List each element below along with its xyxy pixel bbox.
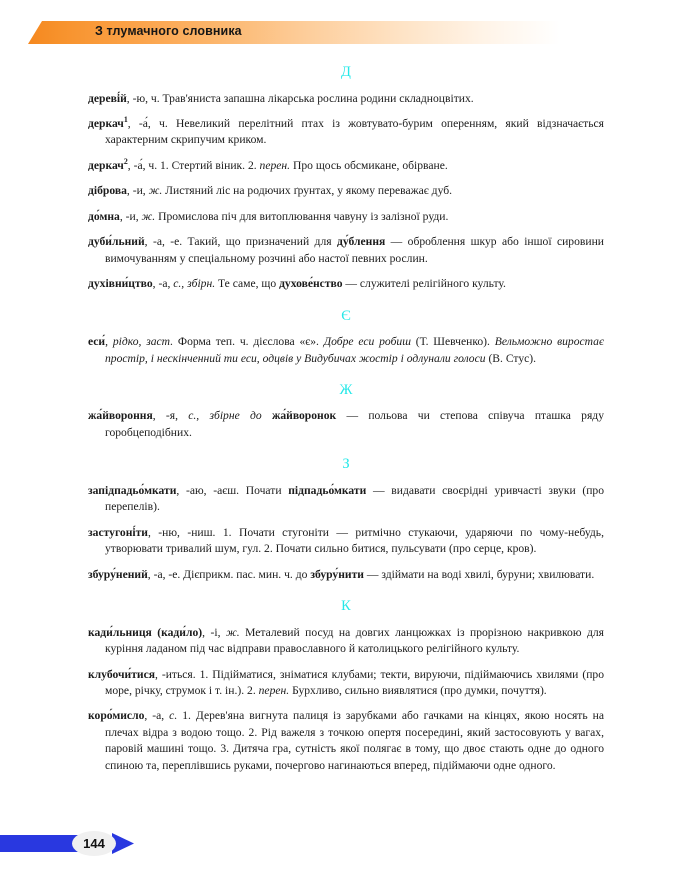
- dictionary-entry: деркач$^2$, -а́, ч. 1. Стертий віник. 2. перен. Про щось обсмикане, обірване.: [88, 157, 448, 172]
- dictionary-section: [88, 367, 604, 441]
- page-number: 144: [72, 831, 116, 856]
- dictionary-entry: клубочи́тися, -иться. 1. Підійматися, зніматися клубами; текти, вируючи, підіймаючись хвилями (про море, річку, струмок і т. ін.). 2. перен. Бурхливо, сильно виявлятися (про думки, почуття).: [88, 667, 604, 698]
- section-letter-heading: Д: [341, 64, 351, 80]
- dictionary-entry: жа́йвороння, -я, с., збірне до жа́йворонок — польова чи степова співуча пташка ряду горобцеподібних.: [88, 409, 604, 439]
- section-letter-heading: З: [342, 456, 350, 473]
- dictionary-entry: духівни́цтво, -а, с., збірн. Те саме, що духове́нство — служителі релігійного культу.: [88, 277, 506, 291]
- dictionary-entry: дуби́льний, -а, -е. Такий, що призначений для ду́блення — оброблення шкур або іншої сировини вимочуванням у спеціальному розчині або настої певних рослин.: [88, 235, 604, 265]
- dictionary-content: [88, 58, 604, 774]
- dictionary-entry: діброва, -и, ж. Листяний ліс на родючих ґрунтах, у якому переважає дуб.: [88, 184, 453, 198]
- dictionary-section: [88, 583, 604, 774]
- dictionary-section: [88, 441, 604, 583]
- dictionary-entry: коро́мисло, -а, с. 1. Дерев'яна вигнута палиця із зарубками або гачками на кінцях, якою носять на плечах відра з водою тощо. 2. Рід важеля з точкою опертя посередині, який застосовують у вагах, паровій машині тощо. 3. Дитяча гра, сутність якої полягає в тому, що двоє стають одне до одного спиною та, переплівшись руками, почергово нагинаються вперед, підіймаючи одне одного.: [88, 709, 604, 772]
- page-footer: [0, 831, 180, 857]
- dictionary-entry: кади́льниця (кади́ло), -і, ж. Металевий посуд на довгих ланцюжках із прорізною накривкою для куріння ладаном під час відправи православного й католицького релігійного культу.: [88, 625, 604, 656]
- section-letter-heading: Є: [341, 307, 351, 324]
- dictionary-section: [88, 293, 604, 367]
- dictionary-entry: дереві́й, -ю, ч. Трав'яниста запашна лікарська рослина родини складноцвітих.: [88, 91, 474, 105]
- dictionary-entry: деркач$^1$, -а́, ч. Невеликий перелітний птах із жовтувато-бурим оперенням, який відзначається характерним скрипучим криком.: [88, 115, 604, 147]
- dictionary-entry: застугоні́ти, -ню, -ниш. 1. Почати стугоніти — ритмічно стукаючи, ударяючи по чому-небудь, утворювати тривалий шум, гул. 2. Почати сильно битися, пульсувати (про серце, кров).: [88, 525, 604, 556]
- footer-bar: [0, 835, 78, 852]
- section-letter-heading: Ж: [339, 381, 353, 398]
- section-letter-heading: К: [341, 598, 351, 615]
- dictionary-entry: еси́, рідко, заст. Форма теп. ч. дієслова «є». Добре еси робиш (Т. Шевченко). Вельможно виростає простір, і нескінченний ти еси, одцвів у Видубичах жостір і одлунали голоси (В. Стус).: [88, 335, 605, 365]
- dictionary-section: [88, 58, 604, 293]
- section-header-banner: [28, 21, 560, 44]
- dictionary-entry: запідпадьо́мкати, -аю, -аєш. Почати підпадьо́мкати — видавати своєрідні уривчасті звуки (про перепелів).: [88, 483, 605, 514]
- banner-title: З тлумачного словника: [95, 24, 242, 38]
- dictionary-entry: збуру́нений, -а, -е. Дієприкм. пас. мин. ч. до збуру́нити — здіймати на воді хвилі, буруни; хвилювати.: [88, 567, 595, 581]
- dictionary-entry: до́мна, -и, ж. Промислова піч для витоплювання чавуну із залізної руди.: [88, 209, 449, 223]
